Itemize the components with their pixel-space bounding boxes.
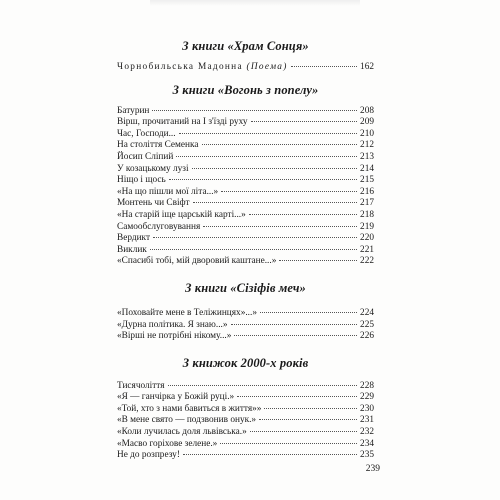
page-number: 239 <box>365 464 380 474</box>
entry-page: 225 <box>360 319 374 330</box>
entry-title: У козацькому лузі <box>117 163 189 174</box>
entry-page: 213 <box>360 151 374 162</box>
entry-page: 209 <box>360 117 374 128</box>
entry-page: 215 <box>360 175 374 186</box>
dot-leader <box>168 385 358 386</box>
entry-title: «Той, хто з нами бавиться в життя»» <box>117 403 262 414</box>
entry-page: 210 <box>360 128 374 139</box>
toc-entry[interactable] <box>117 450 374 462</box>
toc-entry[interactable] <box>117 129 374 141</box>
bleed-through-shadow <box>150 0 360 6</box>
dot-leader <box>152 110 357 111</box>
entry-page: 214 <box>360 163 374 174</box>
entry-page: 208 <box>360 105 374 116</box>
entry-page: 231 <box>360 415 374 426</box>
toc-entry[interactable] <box>117 106 374 118</box>
entry-title: Час, Господи... <box>117 128 176 139</box>
toc-entry[interactable] <box>117 210 374 222</box>
entry-page: 218 <box>360 209 374 220</box>
entry-page: 232 <box>360 427 374 438</box>
entry-page: 216 <box>360 186 374 197</box>
entry-page: 219 <box>360 221 374 232</box>
toc-section-1 <box>117 38 374 74</box>
toc-entry[interactable] <box>117 222 374 234</box>
entry-page: 235 <box>360 450 374 461</box>
dot-leader <box>279 260 357 261</box>
entry-title: Тисячоліття <box>117 380 165 391</box>
dot-leader <box>202 144 358 145</box>
entry-title: Вердикт <box>117 233 151 244</box>
dot-leader <box>237 396 357 397</box>
entry-page: 224 <box>360 307 374 318</box>
toc-entry[interactable] <box>117 415 374 427</box>
dot-leader <box>259 419 357 420</box>
entry-title: Ніщо і щось <box>117 175 166 186</box>
toc-entry[interactable] <box>117 320 374 332</box>
entry-title: «В мене свято — подзвонив онук.» <box>117 415 257 426</box>
toc-entry[interactable] <box>117 392 374 404</box>
dot-leader <box>183 454 357 455</box>
entry-page: 162 <box>360 62 374 72</box>
dot-leader <box>231 324 358 325</box>
dot-leader <box>220 443 357 444</box>
toc-entry[interactable] <box>117 256 374 268</box>
toc-entry[interactable] <box>117 427 374 439</box>
dot-leader <box>192 168 358 169</box>
entry-title: Не до розпрезу! <box>117 450 180 461</box>
toc-entry[interactable] <box>117 198 374 210</box>
entry-title: Чорнобильська Мадонна (Поема) <box>117 62 288 72</box>
toc-entry[interactable] <box>117 140 374 152</box>
toc-entry[interactable] <box>117 381 374 393</box>
entry-title: «Спасибі тобі, мій дворовий каштане...» <box>117 256 277 267</box>
toc-entry[interactable] <box>117 233 374 245</box>
entry-page: 222 <box>360 256 374 267</box>
toc-entry[interactable] <box>117 152 374 164</box>
entry-title: «Дурна політика. Я знаю...» <box>117 319 228 330</box>
toc-entry[interactable] <box>117 62 374 74</box>
toc-entry[interactable] <box>117 175 374 187</box>
entry-page: 217 <box>360 198 374 209</box>
dot-leader <box>203 226 357 227</box>
entry-title: «На що пішли мої літа...» <box>117 186 219 197</box>
dot-leader <box>176 156 357 157</box>
toc-entry[interactable] <box>117 404 374 416</box>
dot-leader <box>153 237 357 238</box>
dot-leader <box>234 335 357 336</box>
toc-entry[interactable] <box>117 308 374 320</box>
toc-entry[interactable] <box>117 117 374 129</box>
toc-list <box>117 381 374 462</box>
section-title: З книги «Сізіфів меч» <box>185 280 306 295</box>
toc-entry[interactable] <box>117 187 374 199</box>
entry-title: «Масво горіхове зелене.» <box>117 438 218 449</box>
entry-title: Виклик <box>117 244 147 255</box>
toc-entry[interactable] <box>117 331 374 343</box>
entry-page: 229 <box>360 392 374 403</box>
toc-section-3 <box>117 280 374 343</box>
toc-section-2 <box>117 82 374 268</box>
entry-title: «Я — ганчірка у Божій руці.» <box>117 392 235 403</box>
toc-entry[interactable] <box>117 164 374 176</box>
toc-section-4 <box>117 355 374 462</box>
entry-page: 221 <box>360 244 374 255</box>
entry-title: На століття Семенка <box>117 140 199 151</box>
toc-list <box>117 106 374 268</box>
entry-page: 212 <box>360 140 374 151</box>
dot-leader <box>249 214 357 215</box>
dot-leader <box>264 408 357 409</box>
section-title: З книги «Храм Сонця» <box>182 39 309 53</box>
entry-title: Самообслуговування <box>117 221 201 232</box>
entry-page: 230 <box>360 403 374 414</box>
dot-leader <box>251 121 358 122</box>
entry-title: Монтень чи Свіфт <box>117 198 190 209</box>
entry-title: «Вірші не потрібні нікому...» <box>117 331 232 342</box>
entry-page: 220 <box>360 233 374 244</box>
entry-page: 234 <box>360 438 374 449</box>
toc-entry[interactable] <box>117 439 374 451</box>
entry-title: Батурин <box>117 105 150 116</box>
dot-leader <box>179 133 358 134</box>
dot-leader <box>291 66 357 67</box>
section-title: З книги «Вогонь з попелу» <box>172 82 319 97</box>
dot-leader <box>169 179 357 180</box>
dot-leader <box>150 249 357 250</box>
entry-note: (Поема) <box>246 62 288 72</box>
dot-leader <box>193 202 357 203</box>
dot-leader <box>260 312 357 313</box>
entry-title: «Поховайте мене в Теліжинцях»...» <box>117 307 257 318</box>
entry-title: Вірш, прочитаний на І з'їзді руху <box>117 117 248 128</box>
entry-title: Йосип Сліпий <box>117 151 174 162</box>
entry-title: «На старій іще царській карті...» <box>117 209 246 220</box>
table-of-contents <box>117 38 374 462</box>
section-title: З книжок 2000-х років <box>182 355 309 370</box>
entry-page: 228 <box>360 380 374 391</box>
dot-leader <box>250 431 357 432</box>
dot-leader <box>221 191 357 192</box>
entry-page: 226 <box>360 331 374 342</box>
toc-list <box>117 62 374 74</box>
toc-entry[interactable] <box>117 245 374 257</box>
entry-title: «Коли лучилась доля львівська.» <box>117 427 247 438</box>
toc-list <box>117 308 374 343</box>
